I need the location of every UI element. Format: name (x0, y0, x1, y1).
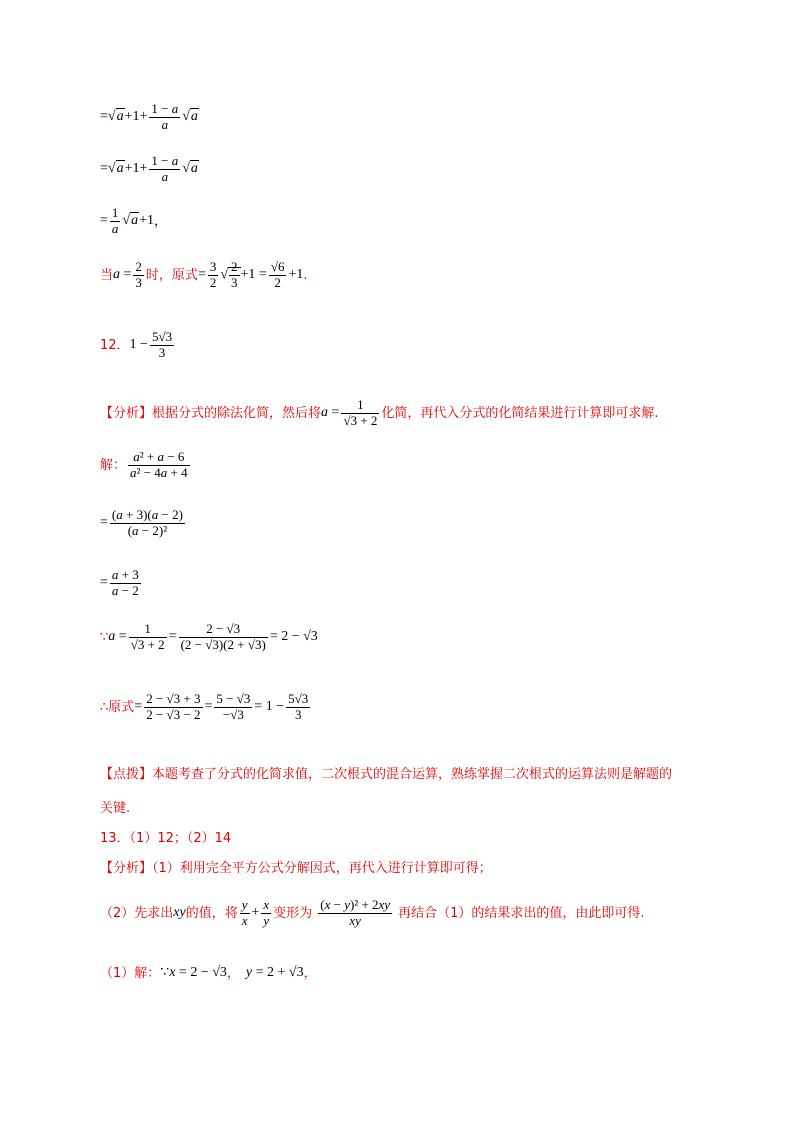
q12-answer: 12． 1 − $\frac{5√3}{3}$ (100, 329, 173, 360)
q12-remark-line-1: 【点拨】本题考查了分式的化简求值，二次根式的混合运算，熟练掌握二次根式的运算法则是解题的 (100, 767, 673, 782)
q12-solution-1: 解： $\frac{\text{a² + a − 6}}{\text{a² − 4a + 4}}$ (100, 449, 188, 480)
q13-answer: 13．（1）12；（2）14 (100, 831, 232, 846)
q12-solution-2: = $\frac{(a + 3)(a - 2)}{\text{(a − 2)²}}$ (100, 507, 183, 538)
q12-analysis: 【分析】 根据分式的除法化简，然后将 a = $\frac{1}{√3 + 2}$ 化简，再代入分式的化简结果进行计算即可求解. (100, 397, 659, 428)
q12-remark-line-2: 关键. (100, 801, 131, 816)
derivation-step-3: = $\frac{1}{a}$ √a +1 ， (100, 205, 168, 236)
derivation-step-2: = √a +1+ $\frac{1 - a}{a}$ √a (100, 153, 198, 184)
q12-solution-4: ∵ a = $\frac{1}{√3 + 2}$ = $\frac{2 - √3}{(2 - √3)(2 + √3)}$ = 2 − √3 (100, 621, 318, 652)
q12-solution-5: ∴原式 = $\frac{2 - √3 + 3}{2 - √3 - 2}$ = $\frac{5 - √3}{-√3}$ = 1 − $\frac{5√3}{3}$ (100, 691, 309, 722)
q13-solution-1: （1）解： ∵x = 2 − √3 ， y = 2 + √3 ， (100, 965, 317, 981)
substitution-line: 当 a = $\frac{2}{3}$ 时，原式 = $\frac{3}{2}$ √ $\frac{2}{3}$ +1 = $\frac{√6}{2}$ +1 . (100, 259, 308, 290)
derivation-step-1: = √a +1+ $\frac{1 - a}{a}$ √a (100, 101, 198, 132)
q12-solution-3: = $\frac{a + 3}{a - 2}$ (100, 567, 139, 598)
q13-analysis-2: （2）先求出 xy 的值，将 $\frac{y}{x}$ + $\frac{x}{y}$ 变形为 $\frac{\text{(x − y)² + 2xy}}{xy}$ 再结合（1）的结果求出的值，由此即可得. (100, 897, 645, 928)
q13-analysis-1: 【分析】（1）利用完全平方公式分解因式，再代入进行计算即可得； (100, 861, 492, 876)
